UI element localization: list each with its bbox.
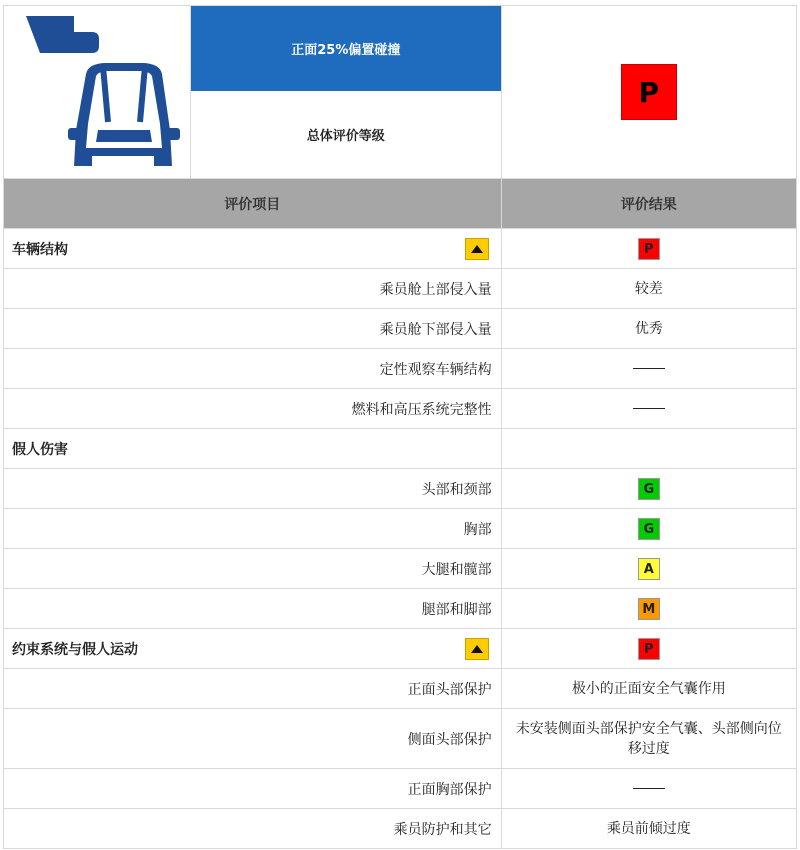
overall-rating-label: 总体评价等级 <box>306 129 385 144</box>
result-text: 优秀 <box>501 309 796 349</box>
section-label: 车辆结构 <box>12 241 68 258</box>
rating-badge: G <box>638 518 660 540</box>
not-applicable-dash <box>633 788 665 789</box>
section-row <box>4 429 797 469</box>
item-label: 胸部 <box>4 509 502 549</box>
table-row <box>4 469 797 509</box>
rating-badge: M <box>638 598 660 620</box>
item-label: 头部和颈部 <box>4 469 502 509</box>
section-label: 假人伤害 <box>12 441 68 458</box>
table-row <box>4 549 797 589</box>
up-triangle-icon <box>465 638 489 660</box>
item-label: 乘员舱上部侵入量 <box>4 269 502 309</box>
rating-badge: G <box>638 478 660 500</box>
section-label: 约束系统与假人运动 <box>12 641 138 658</box>
table-row <box>4 589 797 629</box>
result-text: 极小的正面安全气囊作用 <box>501 669 796 709</box>
table-row <box>4 709 797 769</box>
overall-rating-badge: P <box>621 64 677 120</box>
column-header-result: 评价结果 <box>501 179 796 229</box>
item-label: 侧面头部保护 <box>4 709 502 769</box>
section-row <box>4 229 797 269</box>
summary-row <box>4 6 797 179</box>
rating-panel <box>3 5 797 849</box>
table-row <box>4 669 797 709</box>
up-triangle-icon <box>465 238 489 260</box>
rating-badge: P <box>638 238 660 260</box>
result-text: 未安装侧面头部保护安全气囊、头部侧向位移过度 <box>501 709 796 769</box>
item-label: 燃料和高压系统完整性 <box>4 389 502 429</box>
not-applicable-dash <box>633 368 665 369</box>
item-label: 腿部和脚部 <box>4 589 502 629</box>
not-applicable-dash <box>633 408 665 409</box>
car-front-icon <box>4 6 191 178</box>
table-row <box>4 309 797 349</box>
item-label: 大腿和髋部 <box>4 549 502 589</box>
table-row <box>4 809 797 849</box>
result-text: 较差 <box>501 269 796 309</box>
item-label: 正面胸部保护 <box>4 769 502 809</box>
item-label: 定性观察车辆结构 <box>4 349 502 389</box>
table-row <box>4 769 797 809</box>
section-row <box>4 629 797 669</box>
table-row <box>4 389 797 429</box>
test-name: 正面25%偏置碰撞 <box>191 6 501 91</box>
rating-badge: A <box>638 558 660 580</box>
table-row <box>4 509 797 549</box>
item-label: 正面头部保护 <box>4 669 502 709</box>
column-header-item: 评价项目 <box>4 179 502 229</box>
column-header-row <box>4 179 797 229</box>
table-row <box>4 349 797 389</box>
rating-badge: P <box>638 638 660 660</box>
result-text: 乘员前倾过度 <box>501 809 796 849</box>
item-label: 乘员舱下部侵入量 <box>4 309 502 349</box>
rating-table <box>3 5 797 849</box>
item-label: 乘员防护和其它 <box>4 809 502 849</box>
table-row <box>4 269 797 309</box>
